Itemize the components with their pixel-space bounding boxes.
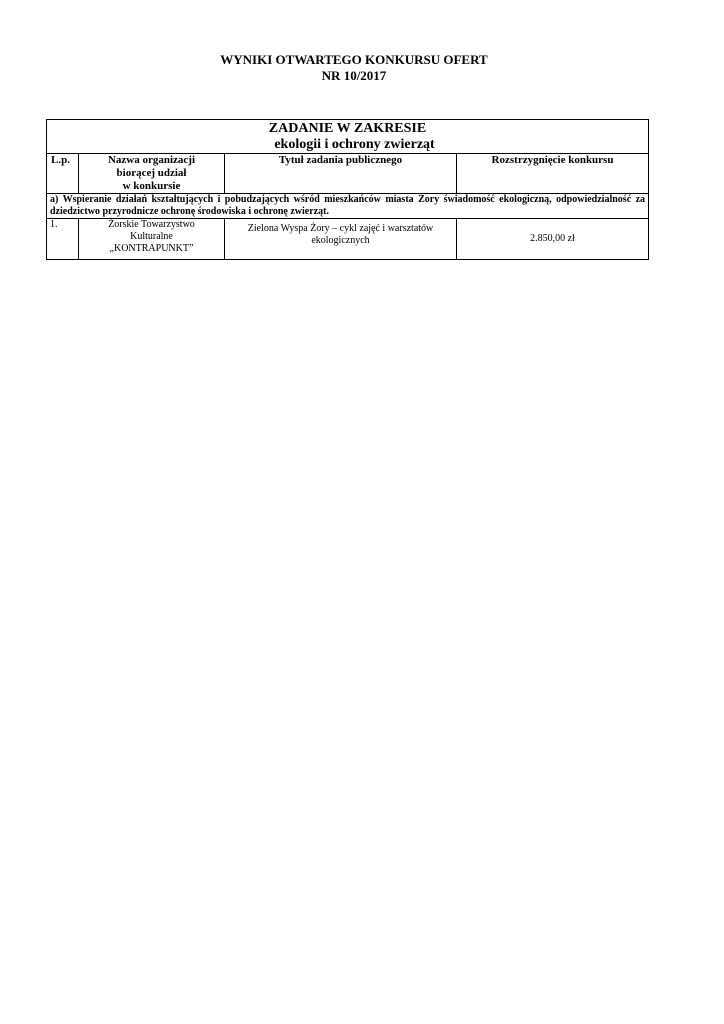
- row-task-title: [225, 219, 457, 260]
- column-header-organization: [79, 154, 225, 194]
- results-table: [46, 119, 649, 260]
- section-row: [47, 194, 649, 219]
- row-lp: 1.: [47, 219, 79, 260]
- column-header-result: Rozstrzygnięcie konkursu: [457, 154, 649, 194]
- row-task-title-line2: ekologicznych: [311, 235, 370, 246]
- task-header-line2: ekologii i ochrony zwierząt: [274, 137, 435, 152]
- section-description: a) Wspieranie działań kształtujących i pobudzających wśród mieszkańców miasta Żory świadomość ekologiczną, odpowiedzialność za dziedzictwo przyrodnicze ochronę środowiska i ochronę zwierząt.: [47, 194, 649, 219]
- row-organization-line1: Żorskie Towarzystwo: [108, 219, 195, 230]
- column-header-organization-line1: Nazwa organizacji: [107, 154, 196, 166]
- document-title: [0, 52, 708, 84]
- column-header-row: [47, 154, 649, 194]
- column-header-lp: L.p.: [47, 154, 79, 194]
- column-header-organization-line3: w konkursie: [122, 180, 181, 192]
- column-header-task-title: Tytuł zadania publicznego: [225, 154, 457, 194]
- row-task-title-line1: Zielona Wyspa Żory – cykl zajęć i warsztatów: [247, 223, 434, 234]
- task-header: [47, 120, 649, 154]
- task-header-line1: ZADANIE W ZAKRESIE: [268, 121, 427, 136]
- document-title-line1: WYNIKI OTWARTEGO KONKURSU OFERT: [220, 52, 488, 67]
- document-title-line2: NR 10/2017: [321, 68, 387, 83]
- row-organization: [79, 219, 225, 260]
- row-organization-line2: Kulturalne: [130, 231, 173, 242]
- row-amount: 2.850,00 zł: [457, 219, 649, 260]
- task-header-row: [47, 120, 649, 154]
- row-organization-line3: „KONTRAPUNKT”: [109, 243, 194, 254]
- table-row: [47, 219, 649, 260]
- column-header-organization-line2: biorącej udział: [116, 167, 187, 179]
